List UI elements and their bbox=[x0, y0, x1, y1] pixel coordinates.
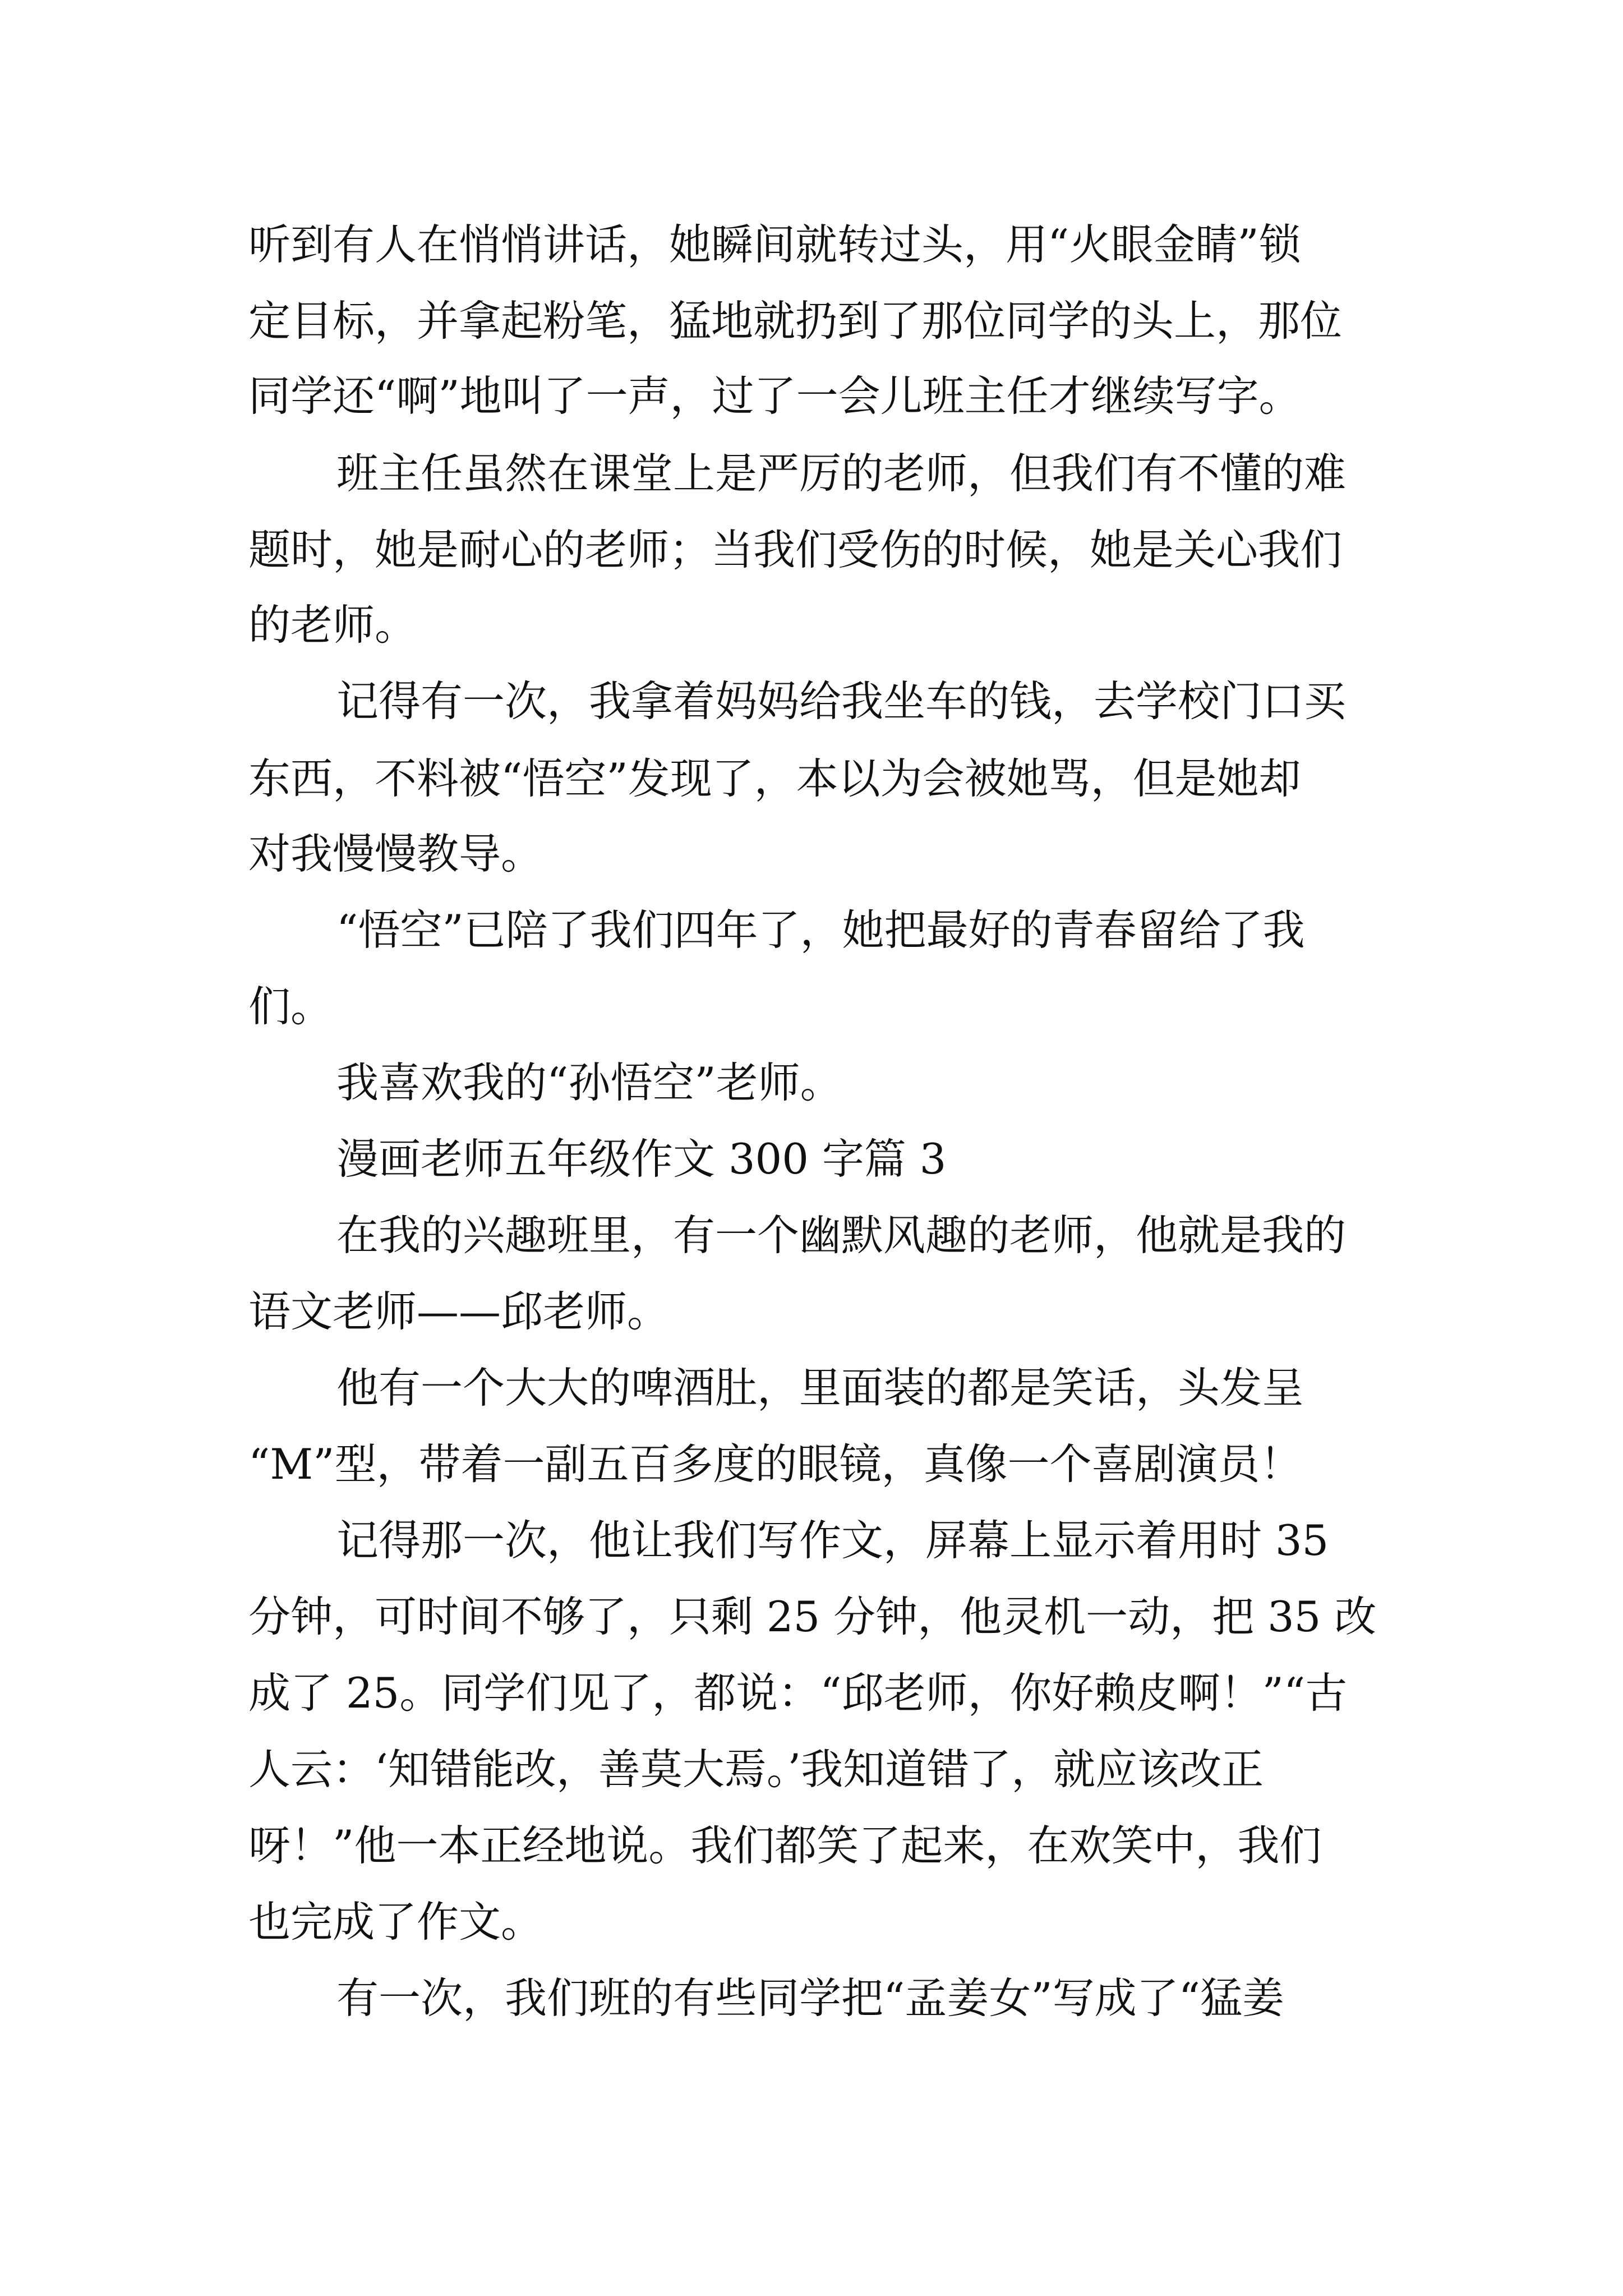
text-line: 听到有人在悄悄讲话，她瞬间就转过头，用“火眼金睛”锁 bbox=[248, 220, 1301, 269]
paragraph-start-line: 记得有一次，我拿着妈妈给我坐车的钱，去学校门口买 bbox=[336, 677, 1347, 726]
paragraph-start-line: 记得那一次，他让我们写作文，屏幕上显示着用时 35 bbox=[336, 1516, 1329, 1565]
text-line: 呀！”他一本正经地说。我们都笑了起来，在欢笑中，我们 bbox=[248, 1821, 1322, 1870]
text-line: “M”型，带着一副五百多度的眼镜，真像一个喜剧演员！ bbox=[248, 1439, 1302, 1489]
paragraph-start-line: “悟空”已陪了我们四年了，她把最好的青春留给了我 bbox=[336, 905, 1305, 955]
paragraph-start-line: 他有一个大大的啤酒肚，里面装的都是笑话，头发呈 bbox=[336, 1363, 1304, 1412]
text-line: 也完成了作文。 bbox=[248, 1897, 543, 1947]
text-line: 的老师。 bbox=[248, 600, 417, 650]
text-line: 题时，她是耐心的老师；当我们受伤的时候，她是关心我们 bbox=[248, 525, 1343, 574]
text-line: 定目标，并拿起粉笔，猛地就扔到了那位同学的头上，那位 bbox=[248, 296, 1343, 346]
text-line: 对我慢慢教导。 bbox=[248, 829, 543, 878]
paragraph-start-line: 我喜欢我的“孙悟空”老师。 bbox=[336, 1058, 842, 1107]
text-line: 分钟，可时间不够了，只剩 25 分钟，他灵机一动，把 35 改 bbox=[248, 1592, 1377, 1641]
text-line: 同学还“啊”地叫了一声，过了一会儿班主任才继续写字。 bbox=[248, 371, 1301, 421]
text-line: 们。 bbox=[248, 982, 333, 1031]
text-line: 成了 25。同学们见了，都说：“邱老师，你好赖皮啊！”“古 bbox=[248, 1668, 1348, 1718]
text-line: 人云：‘知错能改，善莫大焉。’我知道错了，就应该改正 bbox=[248, 1745, 1264, 1794]
section-heading: 漫画老师五年级作文 300 字篇 3 bbox=[336, 1134, 947, 1184]
text-line: 语文老师——邱老师。 bbox=[248, 1287, 670, 1336]
paragraph-start-line: 有一次，我们班的有些同学把“孟姜女”写成了“猛姜 bbox=[336, 1973, 1285, 2023]
paragraph-start-line: 班主任虽然在课堂上是严厉的老师，但我们有不懂的难 bbox=[336, 449, 1347, 498]
text-line: 东西，不料被“悟空”发现了，本以为会被她骂，但是她却 bbox=[248, 754, 1301, 803]
paragraph-start-line: 在我的兴趣班里，有一个幽默风趣的老师，他就是我的 bbox=[336, 1211, 1347, 1260]
